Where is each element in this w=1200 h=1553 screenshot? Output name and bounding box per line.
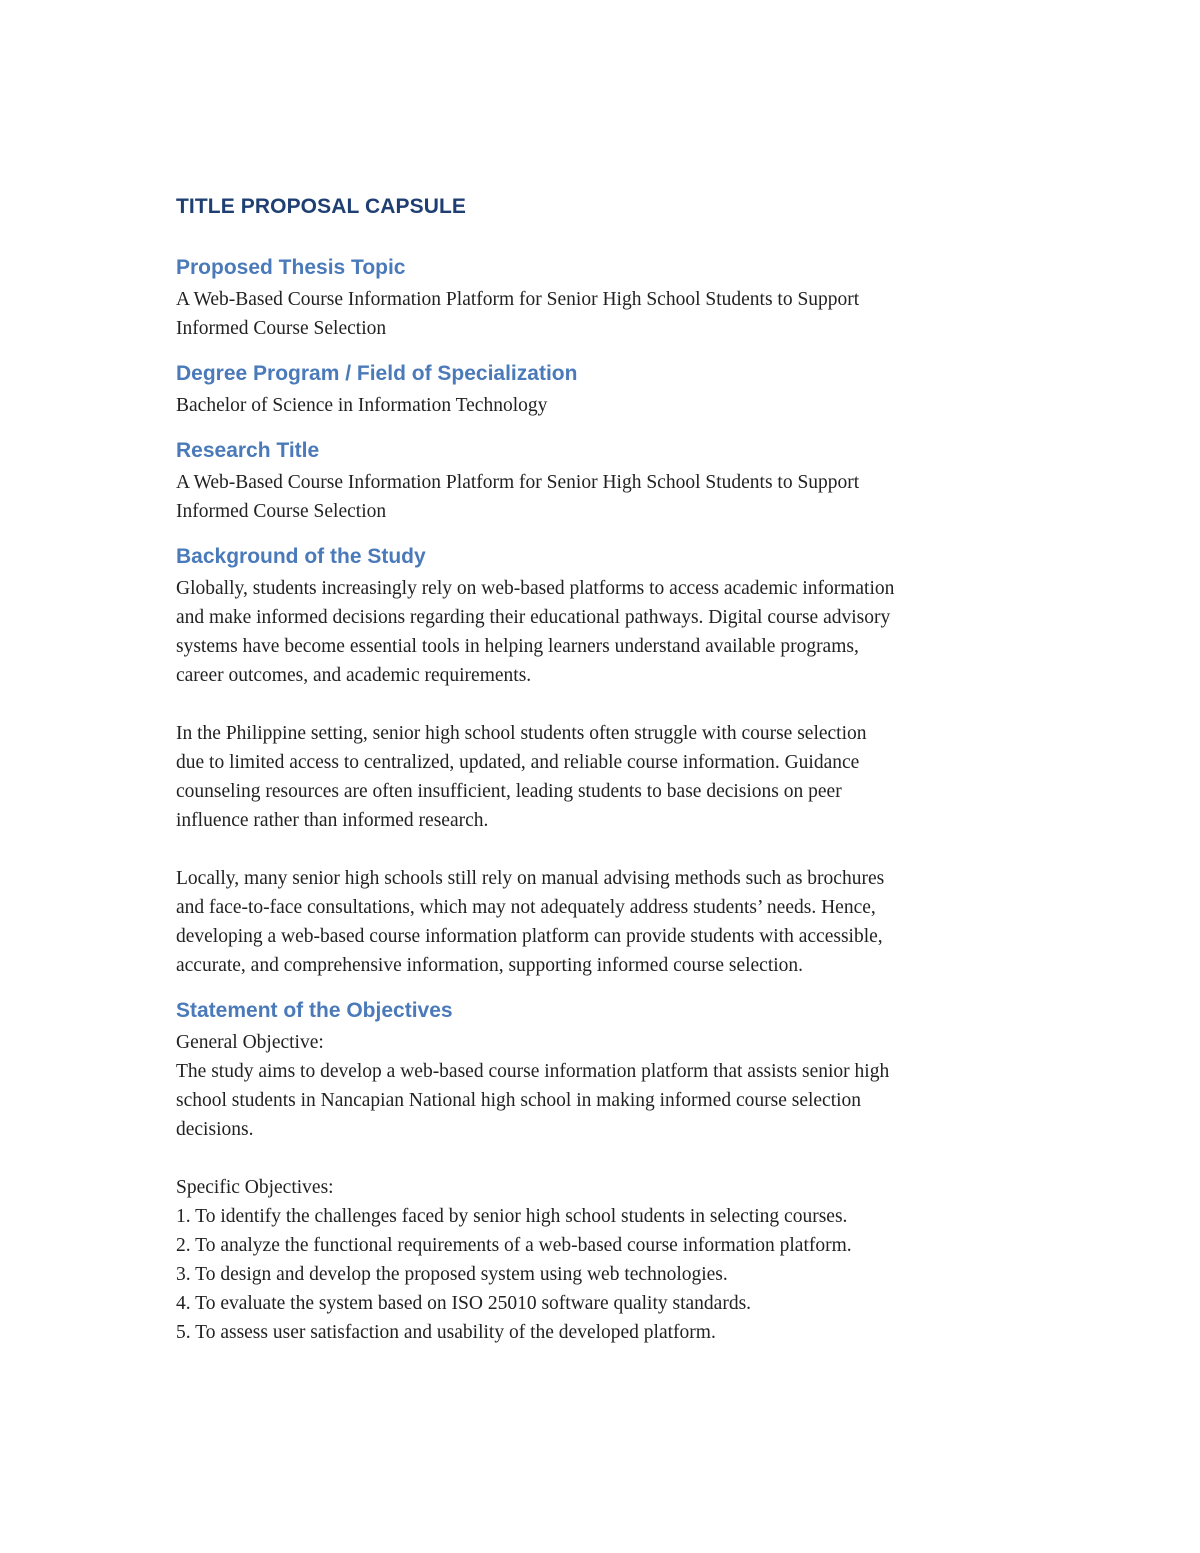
paragraph-line: systems have become essential tools in helping learners understand available programs,	[176, 636, 859, 657]
background-paragraph-local	[176, 864, 1036, 980]
list-item: 3. To design and develop the proposed system using web technologies.	[176, 1264, 728, 1285]
background-paragraph-global	[176, 574, 1036, 690]
research-title-line: A Web-Based Course Information Platform for Senior High School Students to Support	[176, 472, 860, 493]
paragraph-line: decisions.	[176, 1119, 254, 1140]
paragraph-line: school students in Nancapian National high school in making informed course selection	[176, 1090, 862, 1111]
paragraph-line: and make informed decisions regarding their educational pathways. Digital course advisory	[176, 607, 891, 628]
paragraph-line: developing a web-based course information platform can provide students with accessible,	[176, 926, 883, 947]
list-item: 1. To identify the challenges faced by senior high school students in selecting courses.	[176, 1206, 848, 1227]
section-heading-background: Background of the Study	[176, 545, 426, 568]
background-paragraph-philippine	[176, 719, 1036, 835]
section-heading-proposed-topic: Proposed Thesis Topic	[176, 256, 406, 279]
paragraph-line: due to limited access to centralized, updated, and reliable course information. Guidance	[176, 752, 860, 773]
paragraph-line: counseling resources are often insufficient, leading students to base decisions on peer	[176, 781, 842, 802]
document-page	[176, 190, 1036, 1361]
degree-program-text: Bachelor of Science in Information Technology	[176, 395, 548, 416]
general-objective-text	[176, 1057, 1036, 1144]
document-title: TITLE PROPOSAL CAPSULE	[176, 195, 467, 218]
paragraph-spacer	[176, 835, 1036, 864]
specific-objectives-label: Specific Objectives:	[176, 1177, 334, 1198]
paragraph-line: The study aims to develop a web-based course information platform that assists senior high	[176, 1061, 890, 1082]
paragraph-line: influence rather than informed research.	[176, 810, 489, 831]
proposed-topic-line: A Web-Based Course Information Platform for Senior High School Students to Support	[176, 289, 860, 310]
paragraph-line: Locally, many senior high schools still rely on manual advising methods such as brochures	[176, 868, 885, 889]
paragraph-spacer	[176, 1144, 1036, 1173]
section-degree-program	[176, 357, 1036, 420]
paragraph-line: and face-to-face consultations, which may not adequately address students’ needs. Hence,	[176, 897, 876, 918]
proposed-topic-line: Informed Course Selection	[176, 318, 387, 339]
research-title-line: Informed Course Selection	[176, 501, 387, 522]
paragraph-line: Globally, students increasingly rely on web-based platforms to access academic information	[176, 578, 895, 599]
paragraph-spacer	[176, 690, 1036, 719]
specific-objectives-list	[176, 1202, 1036, 1347]
list-item: 2. To analyze the functional requirements of a web-based course information platform.	[176, 1235, 852, 1256]
general-objective-label: General Objective:	[176, 1032, 324, 1053]
paragraph-line: In the Philippine setting, senior high school students often struggle with course selection	[176, 723, 867, 744]
section-research-title	[176, 434, 1036, 526]
section-heading-objectives: Statement of the Objectives	[176, 999, 453, 1022]
section-heading-research-title: Research Title	[176, 439, 320, 462]
paragraph-line: career outcomes, and academic requirements.	[176, 665, 532, 686]
section-proposed-topic	[176, 251, 1036, 343]
section-objectives	[176, 994, 1036, 1347]
section-background	[176, 540, 1036, 980]
list-item: 5. To assess user satisfaction and usability of the developed platform.	[176, 1322, 716, 1343]
section-heading-degree-program: Degree Program / Field of Specialization	[176, 362, 578, 385]
paragraph-line: accurate, and comprehensive information, supporting informed course selection.	[176, 955, 804, 976]
list-item: 4. To evaluate the system based on ISO 25010 software quality standards.	[176, 1293, 752, 1314]
